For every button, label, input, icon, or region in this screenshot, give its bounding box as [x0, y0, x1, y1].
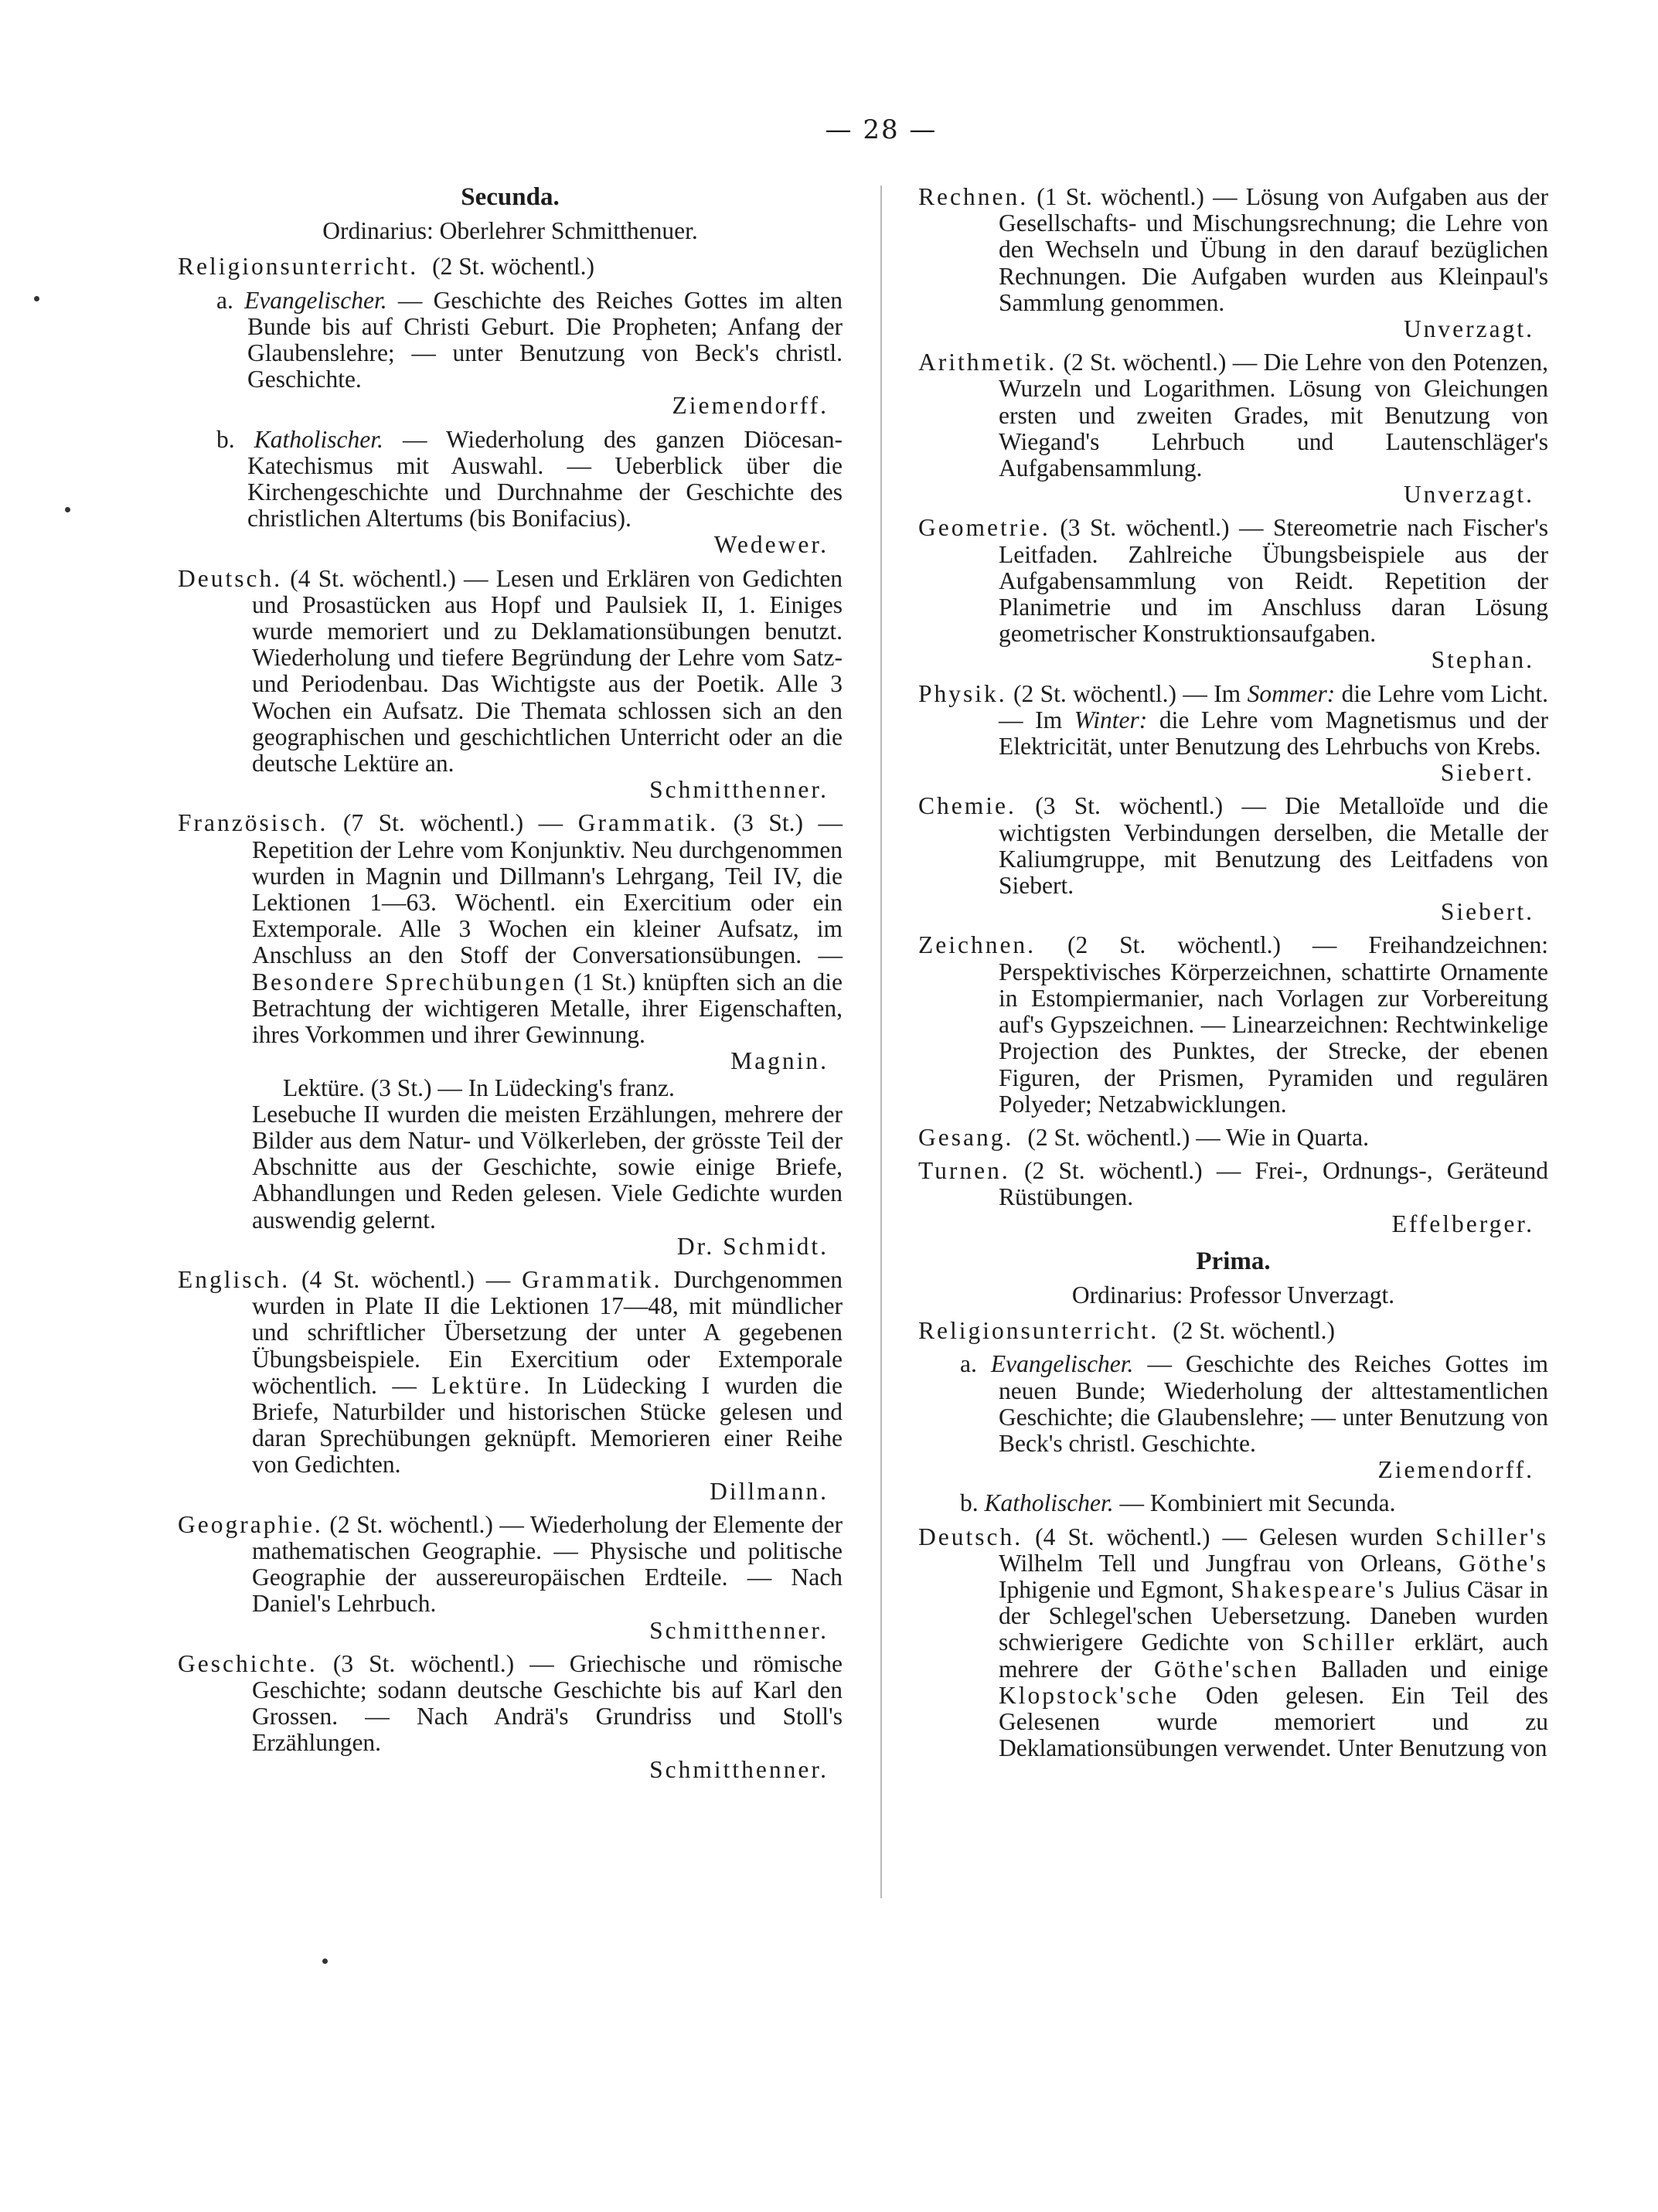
teacher: Siebert. [1440, 898, 1534, 926]
author-schiller: Schiller's [1435, 1523, 1548, 1550]
text: die Lehre vom Licht. — Im [999, 679, 1549, 733]
teacher: Schmitthenner. [649, 1755, 829, 1783]
text: — Geschichte des Reiches Gottes im alten Bunde bis auf Christi Geburt. Die Propheten; Anfang der Glaubenslehre; — unter Benutzung von Beck's christl. Geschichte. [247, 286, 843, 393]
subject-deutsch: Deutsch. [918, 1523, 1023, 1550]
meta: (7 St. wöchentl.) — [342, 809, 563, 837]
text: Iphigenie und Egmont, [999, 1575, 1224, 1603]
meta: (4 St. wöchentl.) — [301, 1265, 511, 1293]
subject-religion: Religionsunterricht. [918, 1317, 1159, 1345]
teacher: Unverzagt. [1403, 481, 1534, 509]
text: (2 St. wöchentl.) — Im [1013, 679, 1241, 707]
text: (2 St. wöchentl.) — Frei-, Ordnungs-, Geräteund Rüstübungen. [999, 1157, 1548, 1211]
meta: (2 St. wöchentl.) [1173, 1317, 1336, 1345]
text: In Lüdecking I wurden die Briefe, Naturbilder und historischen Stücke gelesen und daran Sprechübungen geknüpft. Memorieren einer Reihe von Gedichten. [252, 1371, 843, 1479]
column-divider [880, 185, 882, 1898]
entry-prima-religion [918, 1318, 1548, 1344]
teacher: Ziemendorff. [1377, 1456, 1534, 1484]
entry-gesang [918, 1125, 1548, 1151]
teacher: Magnin. [730, 1047, 829, 1075]
teacher: Ziemendorff. [672, 392, 829, 420]
subject-englisch: Englisch. [178, 1265, 291, 1293]
text: — Geschichte des Reiches Gottes im neuen Bunde; Wiederholung der alttestamentlichen Geschichte; die Glaubenslehre; — unter Benutzung von Beck's christl. Geschichte. [999, 1350, 1549, 1457]
subject-geometrie: Geometrie. [918, 514, 1050, 542]
marker: b. [216, 425, 235, 453]
text: (2 St. wöchentl.) — Die Lehre von den Potenzen, Wurzeln und Logarithmen. Lösung von Gleichungen ersten und zweiten Grades, mit Benutzung von Wiegand's Lehrbuch und Lautenschläger's Aufgabensammlung. [999, 349, 1548, 482]
lekture: Lektüre. [431, 1371, 533, 1399]
text: (3 St.) — Repetition der Lehre vom Konjunktiv. Neu durchgenommen wurden in Magnin und Dillmann's Lehrgang, Teil IV, die Lektionen 1—63. Wöchentl. ein Exercitium oder ein Extemporale. Alle 3 Wochen ein kleiner Aufsatz, im Anschluss an den Stoff der Conversationsübungen. — [252, 809, 843, 969]
entry-prima-deutsch [918, 1523, 1549, 1762]
teacher: Wedewer. [713, 531, 829, 559]
entry-zeichnen [918, 931, 1548, 1118]
religion-meta: (2 St. wöchentl.) [432, 253, 595, 281]
sprechuebungen: Besondere Sprechübungen [252, 968, 567, 995]
subject-gesang: Gesang. [918, 1123, 1014, 1151]
text: — Kombiniert mit Secunda. [1119, 1489, 1396, 1517]
text: (4 St. wöchentl.) — Lesen und Erklären von Gedichten und Prosastücken aus Hopf und Paulsiek II, 1. Einiges wurde memoriert und zu Deklamationsübungen benutzt. Wiederholung und tiefere Begründung der Lehre vom Satz- und Periodenbau. Das Wichtigste aus der Poetik. Alle 3 Wochen ein Aufsatz. Die Themata schlossen sich an den geographischen und geschichtlichen Unterricht oder an die deutsche Lektüre an. [252, 564, 843, 778]
subject-religion: Religionsunterricht. [178, 253, 419, 281]
text: die Lehre vom Magnetismus und der Elektricität, unter Benutzung des Lehrbuchs von Krebs. [999, 706, 1548, 761]
entry-religion-a [216, 286, 843, 420]
entry-turnen [918, 1157, 1548, 1237]
teacher: Unverzagt. [1403, 315, 1534, 343]
entry-prima-religion-a [960, 1350, 1549, 1484]
teacher: Schmitthenner. [649, 776, 829, 804]
meta: (4 St. wöchentl.) — Gelesen wurden [1035, 1523, 1424, 1550]
entry-geschichte [178, 1649, 843, 1783]
entry-religion [178, 254, 843, 280]
entry-arithmetik [918, 349, 1548, 509]
teacher: Dr. Schmidt. [676, 1232, 829, 1260]
subject-chemie: Chemie. [918, 792, 1016, 820]
text: (1 St.) knüpften sich an die Betrachtung der wichtigeren Metalle, ihrer Eigenschaften, ihres Vorkommen und ihrer Gewinnung. [252, 968, 843, 1049]
winter: Winter: [1074, 706, 1148, 733]
entry-rechnen [918, 183, 1549, 343]
text: Wilhelm Tell und Jungfrau von Orleans, [999, 1549, 1442, 1577]
label-katholischer: Katholischer. [254, 425, 383, 453]
author-goethe: Göthe'schen [1154, 1655, 1299, 1683]
left-column [178, 184, 843, 1790]
author-shakespeare: Shakespeare's [1231, 1575, 1397, 1603]
text: (2 St. wöchentl.) — Wie in Quarta. [1027, 1123, 1370, 1151]
text: (3 St. wöchentl.) — Die Metalloïde und die wichtigsten Verbindungen derselben, die Metalle der Kaliumgruppe, mit Benutzung des Leitfadens von Siebert. [999, 792, 1548, 900]
entry-geographie [178, 1510, 843, 1644]
marker: a. [216, 286, 233, 314]
author-klopstock: Klopstock'sche [999, 1681, 1180, 1709]
teacher: Siebert. [1440, 759, 1534, 787]
entry-franzoesisch [178, 809, 843, 1260]
text: Julius Cäsar in der Schlegel'schen Uebersetzung. Daneben wurden schwierigere Gedichte von [999, 1575, 1548, 1656]
ordinarius-prima: Ordinarius: Professor Unverzagt. [1071, 1281, 1395, 1308]
text: (3 St. wöchentl.) — Stereometrie nach Fischer's Leitfaden. Zahlreiche Übungsbeispiele aus der Aufgabensammlung von Reidt. Repetition der Planimetrie und im Anschluss daran Lösung geometrischer Konstruktionsaufgaben. [999, 514, 1549, 648]
marker: b. [960, 1489, 979, 1517]
label-katholischer: Katholischer. [984, 1489, 1114, 1517]
text: Durchgenommen wurden in Plate II die Lektionen 17—48, mit mündlicher und schriftlicher Übersetzung der unter A gegebenen Übungsbeispiele. Ein Exercitium oder Extemporale wöchentlich. — [252, 1265, 843, 1399]
subject-arithmetik: Arithmetik. [918, 349, 1057, 376]
scan-speck [34, 296, 39, 301]
ordinarius-secunda: Ordinarius: Oberlehrer Schmitthenuer. [322, 217, 698, 245]
right-column [918, 184, 1548, 1768]
grammatik: Grammatik. [577, 809, 719, 837]
subject-zeichnen: Zeichnen. [918, 931, 1037, 959]
teacher: Dillmann. [710, 1477, 829, 1505]
section-title-secunda: Secunda. [461, 183, 560, 211]
section-title-prima: Prima. [1196, 1247, 1271, 1275]
marker: a. [960, 1350, 977, 1378]
entry-prima-religion-b [960, 1489, 1548, 1517]
label-evangelischer: Evangelischer. [990, 1350, 1134, 1378]
text: (1 St. wöchentl.) — Lösung von Aufgaben aus der Gesellschafts- und Mischungsrechnung; die Lehre von den Wechseln und Übung in den darauf bezüglichen Rechnungen. Die Aufgaben wurden aus Kleinpaul's Sammlung genommen. [999, 183, 1549, 316]
subject-geschichte: Geschichte. [178, 1649, 318, 1677]
entry-deutsch [178, 564, 843, 804]
entry-chemie [918, 792, 1548, 926]
entry-geometrie [918, 514, 1549, 674]
scan-speck [322, 1958, 328, 1964]
subject-franzoesisch: Französisch. [178, 809, 329, 837]
lekture-line: Lektüre. (3 St.) — In Lüdecking's franz. [283, 1074, 675, 1101]
subject-physik: Physik. [918, 679, 1007, 707]
label-evangelischer: Evangelischer. [244, 286, 387, 314]
text: (2 St. wöchentl.) — Wiederholung der Elemente der mathematischen Geographie. — Physische und politische Geographie der aussereuropäischen Erdteile. — Nach Daniel's Lehrbuch. [252, 1510, 843, 1618]
text: erklärt, auch mehrere der [999, 1628, 1549, 1683]
subject-geographie: Geographie. [178, 1510, 323, 1538]
subject-deutsch: Deutsch. [178, 564, 283, 592]
entry-physik [918, 679, 1549, 787]
teacher: Schmitthenner. [649, 1616, 829, 1644]
entry-religion-b [216, 425, 843, 559]
text: Lesebuche II wurden die meisten Erzählungen, mehrere der Bilder aus dem Natur- und Völkerleben, der grösste Teil der Abschnitte aus der Geschichte, sowie einige Briefe, Abhandlungen und Reden gelesen. Viele Gedichte wurden auswendig gelernt. [252, 1100, 843, 1234]
teacher: Effelberger. [1391, 1210, 1534, 1237]
entry-englisch [178, 1265, 843, 1505]
teacher: Stephan. [1431, 646, 1534, 674]
scan-speck [65, 507, 70, 512]
page-number: — 28 — [825, 114, 938, 145]
author-schiller: Schiller [1302, 1628, 1397, 1656]
text: — Wiederholung des ganzen Diöcesan-Katechismus mit Auswahl. — Ueberblick über die Kirchengeschichte und Durchnahme der Geschichte des christlichen Altertums (bis Bonifacius). [247, 425, 843, 533]
text: Oden gelesen. Ein Teil des Gelesenen wurde memoriert und zu Deklamationsübungen verwendet. Unter Benutzung von [999, 1681, 1549, 1762]
text: Balladen und einige [1321, 1655, 1548, 1683]
sommer: Sommer: [1247, 679, 1336, 707]
subject-rechnen: Rechnen. [918, 183, 1029, 210]
subject-turnen: Turnen. [918, 1157, 1010, 1185]
text: (2 St. wöchentl.) — Freihandzeichnen: Perspektivisches Körperzeichnen, schattirte Ornamente in Estompiermanier, nach Vorlagen zur Vorbereitung auf's Gypszeichnen. — Linearzeichnen: Rechtwinkelige Projection des Punktes, der Strecke, der ebenen Figuren, der Prismen, Pyramiden und regulären Polyeder; Netzabwicklungen. [999, 931, 1548, 1118]
text: (3 St. wöchentl.) — Griechische und römische Geschichte; sodann deutsche Geschichte bis auf Karl den Grossen. — Nach Andrä's Grundriss und Stoll's Erzählungen. [252, 1649, 843, 1757]
author-goethe: Göthe's [1459, 1549, 1548, 1577]
grammatik: Grammatik. [522, 1265, 662, 1293]
